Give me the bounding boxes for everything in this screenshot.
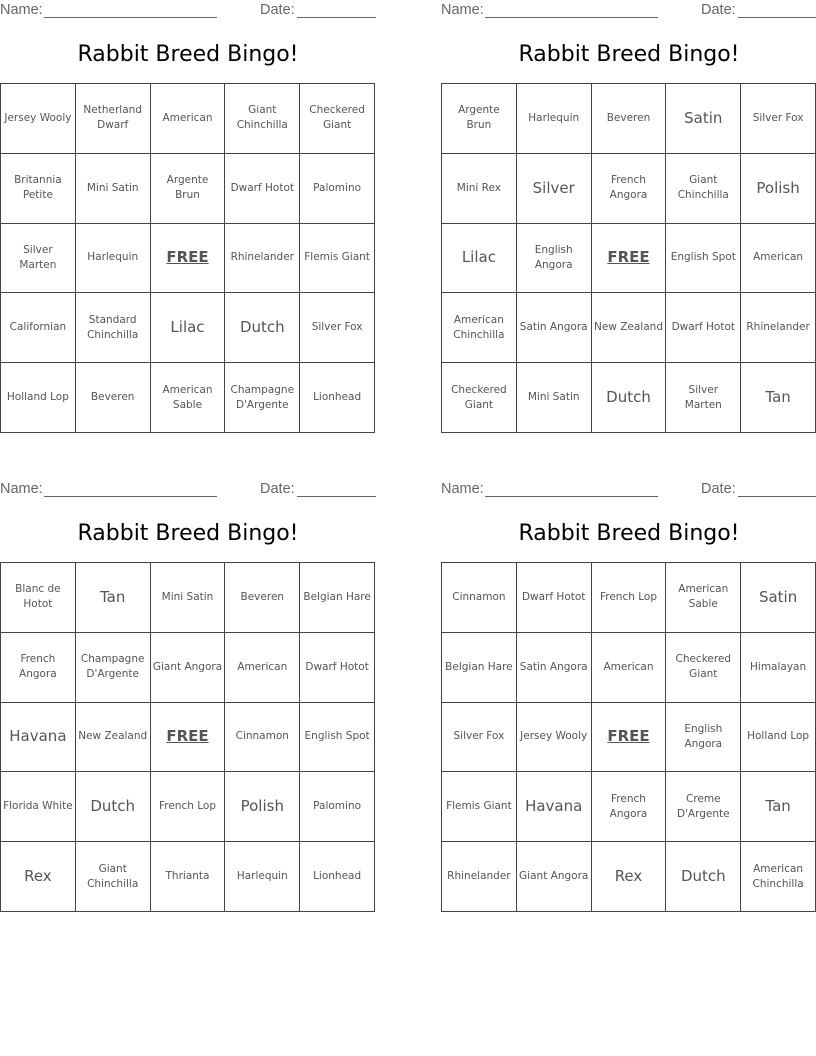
free-space[interactable]: FREE — [151, 703, 226, 773]
bingo-cell[interactable]: Satin — [741, 563, 816, 633]
bingo-cell[interactable]: American — [225, 633, 300, 703]
bingo-cell[interactable]: Lilac — [151, 293, 226, 363]
bingo-card-3 — [0, 479, 376, 919]
bingo-cell[interactable]: Thrianta — [151, 842, 226, 912]
bingo-cell[interactable]: Champagne D'Argente — [76, 633, 151, 703]
name-date-row — [0, 0, 376, 22]
bingo-cell[interactable]: Standard Chinchilla — [76, 293, 151, 363]
bingo-cell[interactable]: Silver Fox — [741, 84, 816, 154]
bingo-cell[interactable]: Polish — [741, 154, 816, 224]
bingo-cell[interactable]: Havana — [1, 703, 76, 773]
bingo-cell[interactable]: French Angora — [592, 772, 667, 842]
bingo-cell[interactable]: American — [151, 84, 226, 154]
bingo-cell[interactable]: Holland Lop — [1, 363, 76, 433]
date-input-line[interactable] — [738, 0, 816, 18]
bingo-cell[interactable]: Californian — [1, 293, 76, 363]
free-space[interactable]: FREE — [592, 224, 667, 294]
bingo-cell[interactable]: Rhinelander — [225, 224, 300, 294]
bingo-cell[interactable]: Silver Fox — [442, 703, 517, 773]
bingo-cell[interactable]: English Spot — [666, 224, 741, 294]
bingo-cell[interactable]: Netherland Dwarf — [76, 84, 151, 154]
bingo-cell[interactable]: Mini Satin — [76, 154, 151, 224]
name-date-row — [0, 479, 376, 501]
bingo-cell[interactable]: Creme D'Argente — [666, 772, 741, 842]
card-title: Rabbit Breed Bingo! — [518, 521, 740, 546]
bingo-cell[interactable]: Argente Brun — [151, 154, 226, 224]
bingo-cell[interactable]: Palomino — [300, 154, 375, 224]
bingo-cell[interactable]: Beveren — [225, 563, 300, 633]
name-label: Name: — [0, 481, 43, 497]
date-label: Date: — [701, 2, 736, 18]
date-input-line[interactable] — [738, 479, 816, 497]
bingo-cell[interactable]: Beveren — [592, 84, 667, 154]
bingo-cell[interactable]: Belgian Hare — [300, 563, 375, 633]
bingo-cell[interactable]: Checkered Giant — [666, 633, 741, 703]
bingo-cell[interactable]: Argente Brun — [442, 84, 517, 154]
free-space[interactable]: FREE — [592, 703, 667, 773]
bingo-cell[interactable]: Mini Rex — [442, 154, 517, 224]
bingo-card-2 — [441, 0, 816, 440]
bingo-cell[interactable]: Champagne D'Argente — [225, 363, 300, 433]
bingo-cell[interactable]: American Sable — [151, 363, 226, 433]
card-title: Rabbit Breed Bingo! — [77, 42, 299, 67]
date-input-line[interactable] — [297, 0, 376, 18]
bingo-cell[interactable]: Mini Satin — [517, 363, 592, 433]
bingo-cell[interactable]: Cinnamon — [225, 703, 300, 773]
bingo-cell[interactable]: Dwarf Hotot — [300, 633, 375, 703]
bingo-cell[interactable]: Jersey Wooly — [1, 84, 76, 154]
bingo-cell[interactable]: Giant Chinchilla — [225, 84, 300, 154]
bingo-cell[interactable]: Holland Lop — [741, 703, 816, 773]
bingo-cell[interactable]: Dutch — [76, 772, 151, 842]
bingo-cell[interactable]: Silver Marten — [666, 363, 741, 433]
bingo-cell[interactable]: Lionhead — [300, 363, 375, 433]
bingo-cell[interactable]: American — [592, 633, 667, 703]
date-label: Date: — [260, 481, 295, 497]
bingo-cell[interactable]: American Chinchilla — [741, 842, 816, 912]
bingo-cell[interactable]: French Lop — [592, 563, 667, 633]
card-title: Rabbit Breed Bingo! — [77, 521, 299, 546]
free-space[interactable]: FREE — [151, 224, 226, 294]
bingo-cell[interactable]: Havana — [517, 772, 592, 842]
bingo-cell[interactable]: Himalayan — [741, 633, 816, 703]
bingo-cell[interactable]: Harlequin — [517, 84, 592, 154]
date-label: Date: — [260, 2, 295, 18]
date-label: Date: — [701, 481, 736, 497]
bingo-cell[interactable]: Jersey Wooly — [517, 703, 592, 773]
name-input-line[interactable] — [485, 0, 658, 18]
bingo-cell[interactable]: New Zealand — [76, 703, 151, 773]
bingo-cell[interactable]: Satin — [666, 84, 741, 154]
bingo-grid — [441, 562, 816, 912]
bingo-cell[interactable]: Cinnamon — [442, 563, 517, 633]
bingo-cell[interactable]: Florida White — [1, 772, 76, 842]
bingo-cell[interactable]: Harlequin — [76, 224, 151, 294]
bingo-cell[interactable]: Tan — [76, 563, 151, 633]
bingo-cell[interactable]: Satin Angora — [517, 633, 592, 703]
bingo-cell[interactable]: Lilac — [442, 224, 517, 294]
bingo-cell[interactable]: Rhinelander — [442, 842, 517, 912]
bingo-card-4 — [441, 479, 816, 919]
name-date-row — [441, 0, 816, 22]
bingo-cell[interactable]: Tan — [741, 772, 816, 842]
bingo-cell[interactable]: Silver Fox — [300, 293, 375, 363]
name-label: Name: — [0, 2, 43, 18]
card-title: Rabbit Breed Bingo! — [518, 42, 740, 67]
bingo-cell[interactable]: Giant Chinchilla — [666, 154, 741, 224]
bingo-cell[interactable]: Harlequin — [225, 842, 300, 912]
bingo-cell[interactable]: Blanc de Hotot — [1, 563, 76, 633]
bingo-cell[interactable]: Dutch — [592, 363, 667, 433]
bingo-cell[interactable]: American Sable — [666, 563, 741, 633]
name-label: Name: — [441, 2, 484, 18]
bingo-cell[interactable]: English Angora — [517, 224, 592, 294]
bingo-cell[interactable]: Dwarf Hotot — [517, 563, 592, 633]
bingo-grid — [441, 83, 816, 433]
bingo-cell[interactable]: Dutch — [225, 293, 300, 363]
bingo-cell[interactable]: Belgian Hare — [442, 633, 517, 703]
name-input-line[interactable] — [44, 479, 217, 497]
bingo-cell[interactable]: Flemis Giant — [442, 772, 517, 842]
name-label: Name: — [441, 481, 484, 497]
bingo-cell[interactable]: English Angora — [666, 703, 741, 773]
bingo-cell[interactable]: Checkered Giant — [442, 363, 517, 433]
bingo-cell[interactable]: Tan — [741, 363, 816, 433]
bingo-cell[interactable]: French Angora — [592, 154, 667, 224]
bingo-cell[interactable]: Giant Chinchilla — [76, 842, 151, 912]
bingo-cell[interactable]: Britannia Petite — [1, 154, 76, 224]
bingo-cell[interactable]: Rex — [1, 842, 76, 912]
bingo-cell[interactable]: American Chinchilla — [442, 293, 517, 363]
bingo-cell[interactable]: Checkered Giant — [300, 84, 375, 154]
bingo-grid — [0, 83, 375, 433]
bingo-cell[interactable]: New Zealand — [592, 293, 667, 363]
bingo-cell[interactable]: Silver — [517, 154, 592, 224]
bingo-cell[interactable]: Rhinelander — [741, 293, 816, 363]
bingo-cell[interactable]: Dutch — [666, 842, 741, 912]
bingo-grid — [0, 562, 375, 912]
bingo-cell[interactable]: English Spot — [300, 703, 375, 773]
bingo-cell[interactable]: Giant Angora — [517, 842, 592, 912]
bingo-cell[interactable]: Rex — [592, 842, 667, 912]
bingo-card-1 — [0, 0, 376, 440]
name-date-row — [441, 479, 816, 501]
bingo-cell[interactable]: Flemis Giant — [300, 224, 375, 294]
bingo-cell[interactable]: Dwarf Hotot — [666, 293, 741, 363]
name-input-line[interactable] — [485, 479, 658, 497]
name-input-line[interactable] — [44, 0, 217, 18]
bingo-cell[interactable]: Giant Angora — [151, 633, 226, 703]
bingo-cell[interactable]: Dwarf Hotot — [225, 154, 300, 224]
bingo-cell[interactable]: Satin Angora — [517, 293, 592, 363]
bingo-cell[interactable]: Palomino — [300, 772, 375, 842]
bingo-cell[interactable]: Silver Marten — [1, 224, 76, 294]
date-input-line[interactable] — [297, 479, 376, 497]
bingo-cell[interactable]: Lionhead — [300, 842, 375, 912]
bingo-cell[interactable]: French Angora — [1, 633, 76, 703]
bingo-cell[interactable]: Polish — [225, 772, 300, 842]
bingo-cell[interactable]: Beveren — [76, 363, 151, 433]
bingo-cell[interactable]: French Lop — [151, 772, 226, 842]
bingo-cell[interactable]: Mini Satin — [151, 563, 226, 633]
bingo-cell[interactable]: American — [741, 224, 816, 294]
